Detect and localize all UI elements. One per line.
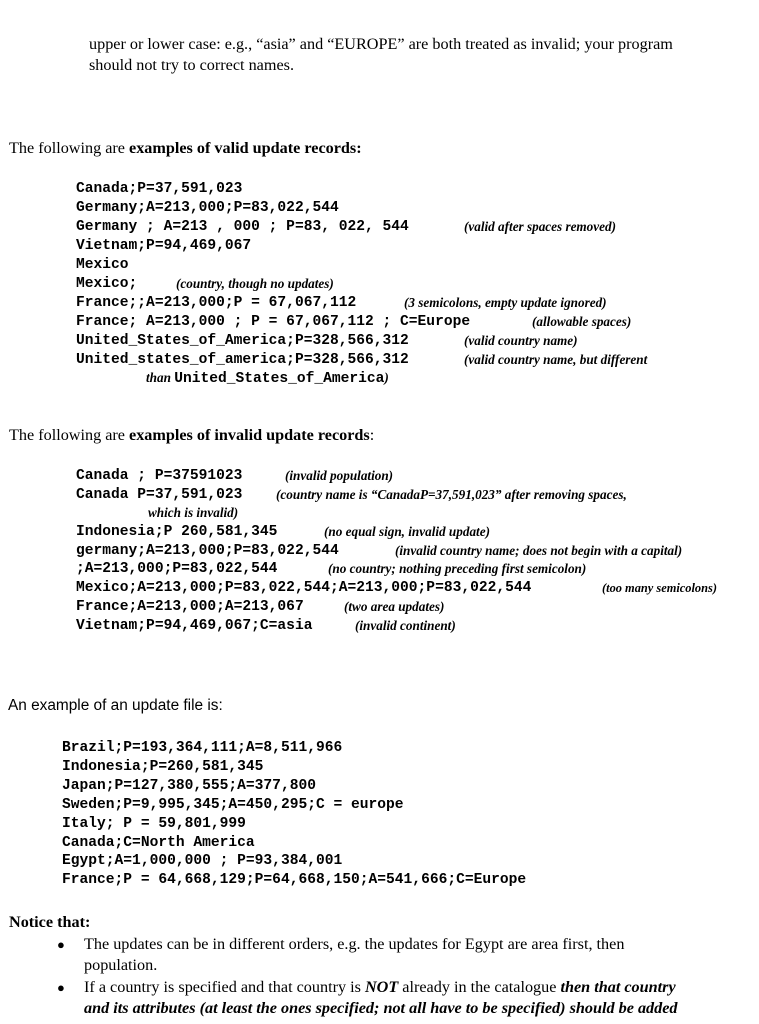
- valid-record: Mexico: [76, 257, 129, 273]
- bullet-item-2: If a country is specified and that country is NOT already in the catalogue then that country and its attributes (at least the ones specified; not all have to be specified) should be added: [84, 978, 678, 1017]
- valid-record: United_states_of_america;P=328,566,312: [76, 352, 409, 368]
- valid-record: Vietnam;P=94,469,067: [76, 238, 252, 254]
- valid-record-note: (country, though no updates): [176, 276, 334, 291]
- valid-record: France; A=213,000 ; P = 67,067,112 ; C=Europe: [76, 314, 471, 330]
- valid-record-note: (valid country name, but different: [464, 352, 648, 367]
- valid-record-note: (allowable spaces): [532, 314, 632, 329]
- invalid-record-note: (too many semicolons): [602, 581, 717, 595]
- update-file-line: Indonesia;P=260,581,345: [62, 759, 264, 775]
- invalid-records-heading: The following are examples of invalid update records:: [9, 426, 375, 444]
- valid-record: Germany;A=213,000;P=83,022,544: [76, 200, 339, 216]
- invalid-records-heading-bold: examples of invalid update records: [129, 426, 370, 444]
- update-file-line: France;P = 64,668,129;P=64,668,150;A=541,666;C=Europe: [62, 872, 527, 888]
- intro-line-2: should not try to correct names.: [89, 56, 294, 74]
- invalid-record: germany;A=213,000;P=83,022,544: [76, 543, 339, 559]
- valid-record: France;;A=213,000;P = 67,067,112: [76, 295, 357, 311]
- valid-record: United_States_of_America;P=328,566,312: [76, 333, 409, 349]
- update-file-line: Egypt;A=1,000,000 ; P=93,384,001: [62, 853, 343, 869]
- bullet-item-1: The updates can be in different orders, e.g. the updates for Egypt are area first, then population.: [84, 935, 625, 974]
- valid-records-heading: The following are examples of valid update records:: [9, 139, 362, 157]
- invalid-record: ;A=213,000;P=83,022,544: [76, 561, 278, 577]
- intro-line-1: upper or lower case: e.g., “asia” and “EUROPE” are both treated as invalid; your program: [89, 35, 673, 53]
- invalid-record: France;A=213,000;A=213,067: [76, 599, 304, 615]
- intro-paragraph: [89, 34, 759, 76]
- invalid-record-note: (two area updates): [344, 599, 445, 614]
- valid-record: Mexico;: [76, 276, 138, 292]
- invalid-record-note: which is invalid): [148, 505, 239, 520]
- bullet-icon: ●: [57, 980, 65, 995]
- invalid-record-note: (invalid continent): [355, 618, 456, 633]
- valid-record-note: (valid after spaces removed): [464, 219, 616, 234]
- update-file-line: Canada;C=North America: [62, 835, 255, 851]
- invalid-record: Mexico;A=213,000;P=83,022,544;A=213,000;P=83,022,544: [76, 580, 532, 596]
- update-file-line: Brazil;P=193,364,111;A=8,511,966: [62, 740, 343, 756]
- bullet-icon: ●: [57, 937, 65, 952]
- invalid-record: Indonesia;P 260,581,345: [76, 524, 278, 540]
- valid-record-note: (valid country name): [464, 333, 578, 348]
- valid-record-note: (3 semicolons, empty update ignored): [404, 295, 607, 310]
- valid-record-note-continuation: than United_States_of_America): [146, 370, 389, 387]
- update-file-line: Japan;P=127,380,555;A=377,800: [62, 778, 316, 794]
- invalid-record-note: (invalid population): [285, 468, 394, 483]
- valid-record: Canada;P=37,591,023: [76, 181, 243, 197]
- invalid-record: Canada P=37,591,023: [76, 487, 243, 503]
- update-file-heading: An example of an update file is:: [8, 697, 223, 714]
- valid-record: Germany ; A=213 , 000 ; P=83, 022, 544: [76, 219, 409, 235]
- invalid-record-note: (invalid country name; does not begin with a capital): [395, 543, 683, 558]
- invalid-record-note: (no equal sign, invalid update): [324, 524, 490, 539]
- invalid-record: Canada ; P=37591023: [76, 468, 243, 484]
- invalid-record-note: (country name is “CanadaP=37,591,023” after removing spaces,: [276, 487, 627, 502]
- notice-heading: Notice that:: [9, 913, 91, 931]
- update-file-line: Sweden;P=9,995,345;A=450,295;C = europe: [62, 797, 404, 813]
- valid-records-heading-bold: examples of valid update records:: [129, 139, 362, 157]
- invalid-record-note: (no country; nothing preceding first semicolon): [328, 561, 587, 576]
- invalid-record: Vietnam;P=94,469,067;C=asia: [76, 618, 313, 634]
- update-file-line: Italy; P = 59,801,999: [62, 816, 246, 832]
